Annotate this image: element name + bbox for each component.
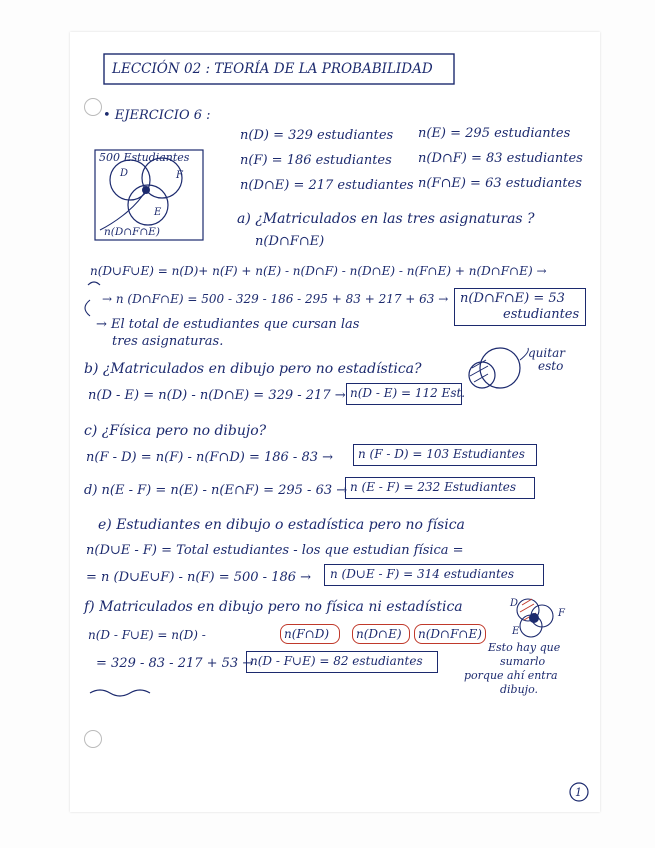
part-a-answer: n(D∩F∩E) = 53 [460, 291, 565, 306]
part-a-target: n(D∩F∩E) [255, 234, 325, 249]
part-e-answer: n (D∪E - F) = 314 estudiantes [330, 567, 515, 581]
part-f-line-2: = 329 - 83 - 217 + 53 → [96, 656, 254, 671]
given-nDE: n(D∩E) = 217 estudiantes [240, 178, 414, 193]
part-f-venn-e: E [512, 626, 520, 637]
given-nE: n(E) = 295 estudiantes [418, 126, 571, 141]
given-nDF: n(D∩F) = 83 estudiantes [418, 151, 583, 166]
part-c-answer: n (F - D) = 103 Estudiantes [358, 447, 525, 461]
part-f-term-2: n(D∩E) [356, 627, 402, 641]
part-a-note-2: tres asignaturas. [112, 334, 224, 349]
part-b-side-note-2: esto [538, 359, 564, 373]
part-a-formula: n(D∪F∪E) = n(D)+ n(F) + n(E) - n(D∩F) - n(D∩E) - n(F∩E) + n(D∩F∩E) → [90, 264, 547, 278]
part-e-line-1: n(D∪E - F) = Total estudiantes - los que estudian física = [86, 543, 464, 558]
venn-set-f: F [176, 170, 183, 181]
part-b-calc: n(D - E) = n(D) - n(D∩E) = 329 - 217 → [88, 388, 346, 403]
part-f-side-note: sumarlo [500, 655, 546, 668]
part-b-side-note: quitar [528, 346, 565, 360]
part-c-question: c) ¿Física pero no dibujo? [84, 423, 267, 439]
venn-set-e: E [154, 207, 162, 218]
venn-set-d: D [120, 168, 129, 179]
page-number: 1 [575, 786, 582, 799]
part-d-answer: n (E - F) = 232 Estudiantes [350, 480, 517, 494]
venn-pointer-label: n(D∩F∩E) [104, 226, 160, 238]
part-f-side-note: porque ahí entra [464, 669, 558, 682]
part-f-venn-d: D [510, 598, 519, 609]
part-f-question: f) Matriculados en dibujo pero no física ni estadística [84, 599, 463, 615]
part-a-question: a) ¿Matriculados en las tres asignaturas ? [237, 211, 535, 227]
part-d-calc: d) n(E - F) = n(E) - n(E∩F) = 295 - 63 → [84, 483, 348, 498]
part-e-question: e) Estudiantes en dibujo o estadística pero no física [98, 517, 465, 533]
part-f-venn-f: F [558, 608, 565, 619]
part-f-side-note: dibujo. [500, 683, 539, 696]
given-nFE: n(F∩E) = 63 estudiantes [418, 176, 582, 191]
part-c-calc: n(F - D) = n(F) - n(F∩D) = 186 - 83 → [86, 450, 334, 465]
part-f-line-1: n(D - F∪E) = n(D) - [88, 628, 206, 642]
given-nF: n(F) = 186 estudiantes [240, 153, 392, 168]
part-e-line-2: = n (D∪E∪F) - n(F) = 500 - 186 → [86, 570, 312, 585]
part-a-calc: → n (D∩F∩E) = 500 - 329 - 186 - 295 + 83 + 217 + 63 → [102, 292, 449, 306]
venn-total-label: 500 Estudiantes [99, 151, 190, 164]
part-f-answer: n(D - F∪E) = 82 estudiantes [250, 654, 423, 668]
given-nD: n(D) = 329 estudiantes [240, 128, 394, 143]
page-title: LECCIÓN 02 : TEORÍA DE LA PROBABILIDAD [112, 61, 433, 77]
exercise-label: • EJERCICIO 6 : [103, 108, 211, 123]
part-b-question: b) ¿Matriculados en dibujo pero no estadística? [84, 361, 422, 377]
part-a-note: → El total de estudiantes que cursan las [96, 317, 360, 332]
part-b-answer: n(D - E) = 112 Est. [350, 386, 466, 400]
part-f-term-3: n(D∩F∩E) [418, 627, 482, 641]
part-f-side-note: Esto hay que [488, 641, 561, 654]
part-a-answer-unit: estudiantes [503, 307, 580, 322]
part-f-term-1: n(F∩D) [284, 627, 330, 641]
